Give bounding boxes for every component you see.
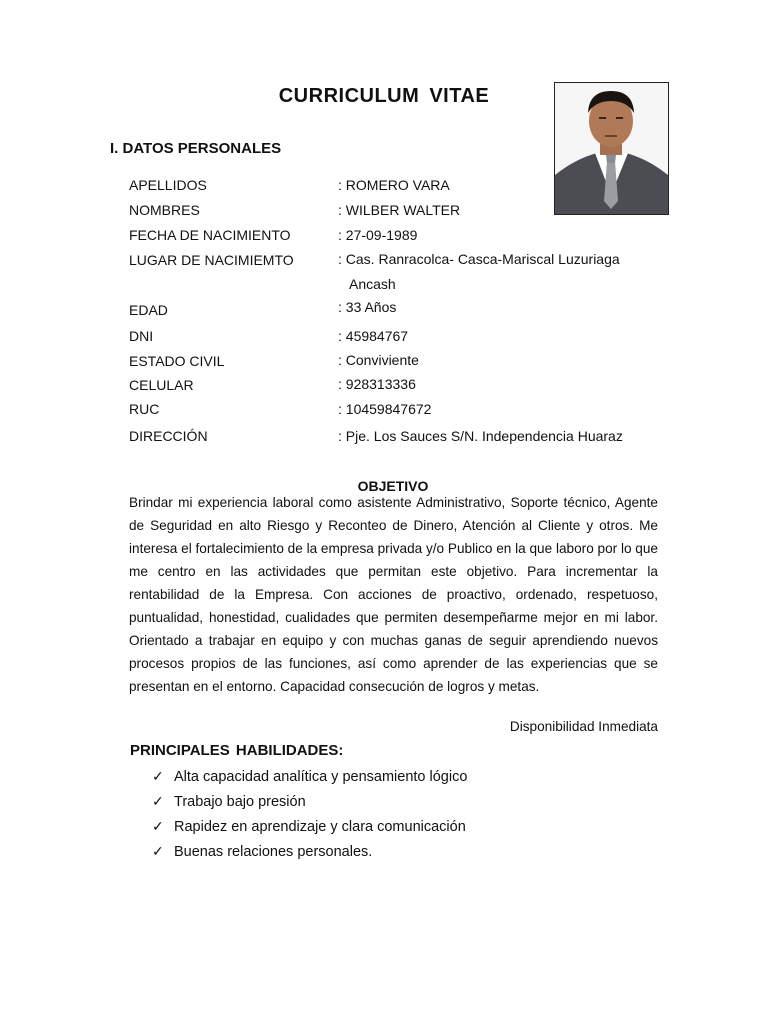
value-estado-civil: : Conviviente	[338, 352, 419, 368]
label-direccion: DIRECCIÓN	[129, 428, 208, 444]
portrait-image	[555, 83, 668, 214]
skill-text: Alta capacidad analítica y pensamiento lógico	[174, 769, 468, 785]
skill-item	[152, 793, 306, 810]
document-title: CURRICULUM VITAE	[278, 85, 490, 107]
label-apellidos: APELLIDOS	[129, 177, 207, 193]
value-celular: : 928313336	[338, 376, 416, 392]
profile-photo	[554, 82, 669, 215]
label-lugar-nacimiento: LUGAR DE NACIMIEMTO	[129, 252, 294, 268]
skill-text: Buenas relaciones personales.	[174, 844, 373, 860]
skill-item	[152, 768, 467, 785]
label-celular: CELULAR	[129, 377, 194, 393]
value-nombres: : WILBER WALTER	[338, 202, 461, 218]
label-dni: DNI	[129, 328, 154, 344]
skill-text: Rapidez en aprendizaje y clara comunicación	[174, 819, 466, 835]
value-ruc: : 10459847672	[338, 401, 432, 417]
check-icon: ✓	[152, 793, 164, 809]
label-ruc: RUC	[129, 401, 160, 417]
check-icon: ✓	[152, 843, 164, 859]
value-dni: : 45984767	[338, 328, 409, 344]
availability-note: Disponibilidad Inmediata	[509, 719, 658, 734]
value-edad: : 33 Años	[338, 299, 397, 315]
check-icon: ✓	[152, 818, 164, 834]
value-lugar-nacimiento: : Cas. Ranracolca- Casca-Mariscal Luzuriaga	[338, 251, 620, 267]
skills-heading: PRINCIPALES HABILIDADES:	[130, 742, 344, 759]
value-direccion: : Pje. Los Sauces S/N. Independencia Huaraz	[338, 428, 623, 444]
skill-text: Trabajo bajo presión	[174, 794, 306, 810]
skill-item	[152, 818, 466, 835]
value-fecha-nacimiento: : 27-09-1989	[338, 227, 418, 243]
check-icon: ✓	[152, 768, 164, 784]
label-edad: EDAD	[129, 302, 168, 318]
label-fecha-nacimiento: FECHA DE NACIMIENTO	[129, 227, 291, 243]
skill-item	[152, 843, 372, 860]
value-apellidos: : ROMERO VARA	[338, 177, 450, 193]
section-heading-personal: I. DATOS PERSONALES	[110, 140, 282, 157]
value-lugar-nacimiento-cont: Ancash	[349, 276, 396, 292]
objective-heading: OBJETIVO	[357, 478, 429, 494]
label-nombres: NOMBRES	[129, 202, 200, 218]
objective-paragraph: Brindar mi experiencia laboral como asistente Administrativo, Soporte técnico, Agente de Seguridad en alto Riesgo y Reconteo de Dinero, Atención al Cliente y otros. Me interesa el fortalecimiento de la empresa privada y/o Publico en la que laboro por lo que me centro en las actividades que permitan este objetivo. Para incrementar la rentabilidad de la Empresa. Con acciones de proactivo, ordenado, respetuoso, puntualidad, honestidad, cualidades que permiten desempeñarme mejor en mi labor. Orientado a trabajar en equipo y con muchas ganas de seguir aprendiendo nuevos procesos propios de las funciones, así como aprender de las experiencias que se presentan en el entorno. Capacidad consecución de logros y metas.	[129, 495, 658, 694]
label-estado-civil: ESTADO CIVIL	[129, 353, 225, 369]
